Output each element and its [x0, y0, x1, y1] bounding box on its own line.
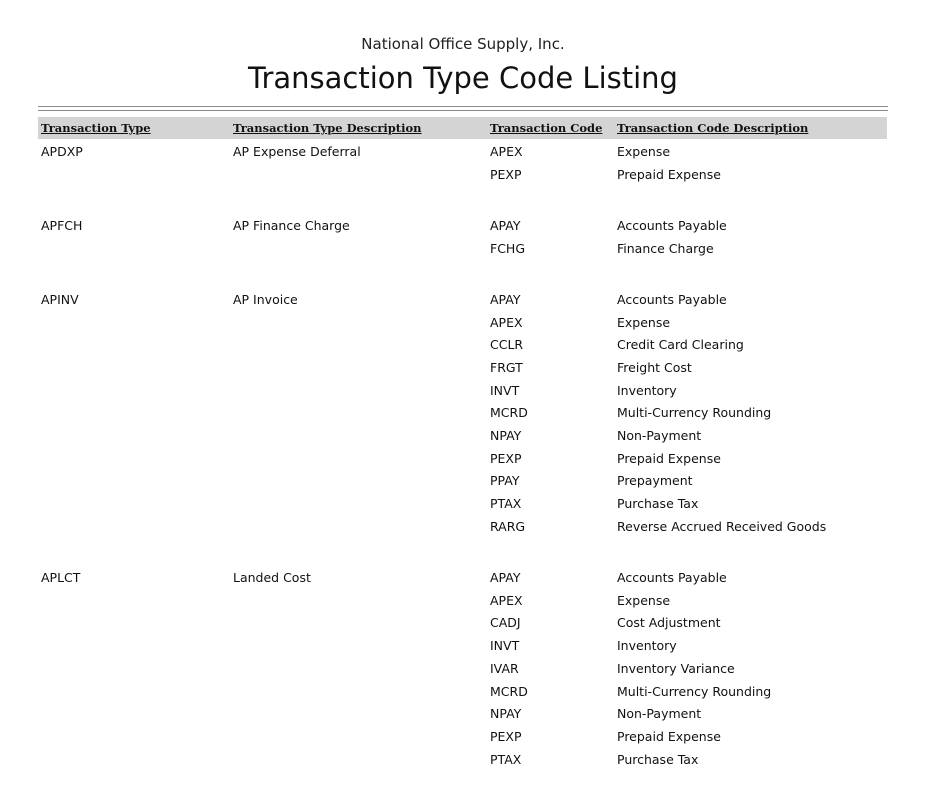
transaction-code-cell: RARG — [490, 518, 526, 534]
transaction-type-description-cell: AP Expense Deferral — [233, 144, 361, 159]
transaction-code-cell: IVAR — [490, 660, 519, 676]
transaction-code-description-cell: Expense — [617, 314, 671, 330]
transaction-type-cell: APINV — [41, 291, 79, 307]
transaction-code-cell: PEXP — [490, 166, 522, 182]
transaction-type-description-cell: AP Finance Charge — [233, 217, 350, 233]
transaction-code-cell: CCLR — [490, 337, 524, 353]
transaction-code-cell: PEXP — [490, 450, 522, 466]
company-name: National Office Supply, Inc. — [361, 35, 565, 53]
transaction-code-description-cell: Cost Adjustment — [617, 615, 721, 631]
title-divider-bottom — [38, 110, 888, 111]
transaction-code-description-cell: Prepayment — [617, 473, 693, 489]
transaction-code-description-cell: Purchase Tax — [617, 751, 699, 767]
transaction-code-cell: PEXP — [490, 728, 522, 744]
transaction-code-cell: APAY — [490, 291, 521, 307]
transaction-type-cell: APLCT — [41, 570, 81, 585]
transaction-code-description-cell: Reverse Accrued Received Goods — [617, 518, 827, 534]
transaction-code-description-cell: Expense — [617, 144, 671, 159]
transaction-type-cell: APDXP — [41, 144, 83, 159]
transaction-code-description-cell: Accounts Payable — [617, 291, 727, 307]
transaction-code-cell: PTAX — [490, 496, 522, 512]
transaction-code-cell: INVT — [490, 638, 520, 654]
transaction-type-description-cell: AP Invoice — [233, 291, 298, 307]
transaction-code-description-cell: Inventory Variance — [617, 660, 735, 676]
transaction-code-description-cell: Inventory — [617, 638, 677, 654]
column-header-transaction-type-description: Transaction Type Description — [233, 121, 422, 135]
column-header-bar — [38, 117, 887, 139]
transaction-code-description-cell: Multi-Currency Rounding — [617, 405, 772, 421]
transaction-code-description-cell: Prepaid Expense — [617, 166, 721, 182]
report-title: Transaction Type Code Listing — [248, 61, 678, 95]
column-header-transaction-code-description: Transaction Code Description — [617, 121, 809, 135]
transaction-code-description-cell: Finance Charge — [617, 240, 714, 256]
transaction-code-description-cell: Prepaid Expense — [617, 450, 721, 466]
transaction-type-description-cell: Landed Cost — [233, 570, 311, 585]
transaction-code-cell: APAY — [490, 217, 521, 233]
transaction-code-description-cell: Multi-Currency Rounding — [617, 683, 772, 699]
column-header-transaction-type: Transaction Type — [41, 121, 151, 135]
transaction-code-description-cell: Accounts Payable — [617, 570, 727, 585]
transaction-code-description-cell: Freight Cost — [617, 359, 692, 375]
transaction-code-description-cell: Prepaid Expense — [617, 728, 721, 744]
transaction-code-cell: FCHG — [490, 240, 526, 256]
transaction-code-cell: PTAX — [490, 751, 522, 767]
transaction-type-cell: APFCH — [41, 217, 83, 233]
transaction-code-cell: MCRD — [490, 405, 528, 421]
transaction-code-description-cell: Non-Payment — [617, 428, 702, 443]
transaction-code-cell: CADJ — [490, 615, 521, 631]
transaction-code-description-cell: Accounts Payable — [617, 217, 727, 233]
transaction-code-cell: APAY — [490, 570, 521, 585]
transaction-code-cell: APEX — [490, 592, 523, 608]
transaction-code-description-cell: Credit Card Clearing — [617, 337, 744, 353]
transaction-code-description-cell: Non-Payment — [617, 706, 702, 722]
transaction-code-cell: MCRD — [490, 683, 528, 699]
transaction-code-cell: APEX — [490, 144, 523, 159]
transaction-code-cell: APEX — [490, 314, 523, 330]
transaction-code-cell: NPAY — [490, 706, 522, 722]
transaction-code-description-cell: Expense — [617, 592, 671, 608]
transaction-code-cell: INVT — [490, 382, 520, 398]
transaction-code-description-cell: Inventory — [617, 382, 677, 398]
column-header-transaction-code: Transaction Code — [490, 121, 603, 135]
transaction-code-cell: FRGT — [490, 359, 523, 375]
title-divider-top — [38, 106, 888, 107]
transaction-code-cell: NPAY — [490, 428, 522, 443]
transaction-code-description-cell: Purchase Tax — [617, 496, 699, 512]
transaction-code-cell: PPAY — [490, 473, 520, 489]
